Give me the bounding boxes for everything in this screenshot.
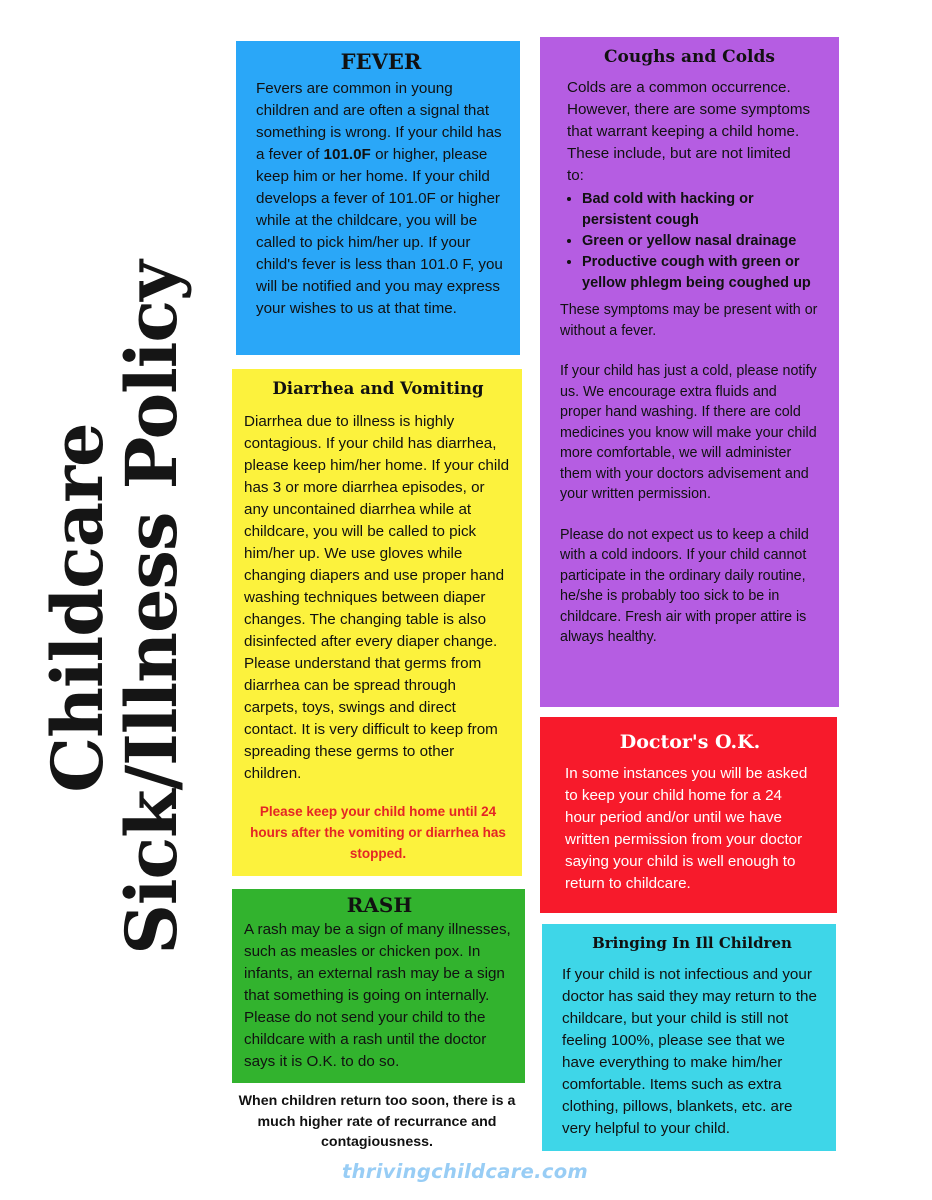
doctor-ok-section: [540, 717, 837, 913]
bringing-ill-children-section: [542, 924, 836, 1151]
coughs-colds-section: [540, 37, 839, 707]
rash-heading: RASH: [346, 893, 413, 917]
diarrhea-heading: Diarrhea and Vomiting: [272, 379, 484, 398]
coughs-paragraph-1: These symptoms may be present with or without a fever.: [560, 302, 818, 339]
fever-text-before: Fevers are common in young children and are often a signal that something is wrong. If your child has a fever of: [256, 80, 502, 163]
symptom-item: • Productive cough with green or yellow phlegm being coughed up: [582, 252, 819, 294]
symptom-item: • Bad cold with hacking or persistent cough: [582, 189, 819, 231]
bringing-text: If your child is not infectious and your doctor has said they may return to the childcare, but your child is still not feeling 100%, please see that we have everything to make him/her comfortable. Items such as extra clothing, pillows, blankets, etc. are very helpful to your child.: [562, 966, 817, 1137]
fever-text-after: or higher, please keep him or her home. If your child develops a fever of 101.0F or higher while at the childcare, you will be called to pick him/her up. If your child's fever is less than 101.0 F, you will be notified and you may express your wishes to us at that time.: [256, 146, 503, 317]
fever-text-bold: 101.0F: [323, 146, 371, 163]
fever-text: [256, 78, 506, 320]
coughs-paragraph-2: If your child has just a cold, please notify us. We encourage extra fluids and proper hand washing. If there are cold medicines you know will make your child more comfortable, we will administer them with your doctors advisement and your written permission.: [560, 363, 817, 502]
diarrhea-text: Diarrhea due to illness is highly contagious. If your child has diarrhea, please keep him/her home. If your child has 3 or more diarrhea episodes, or any uncontained diarrhea while at childcare, you will be called to pick him/her up. We use gloves while changing diapers and use proper hand washing techniques between diaper changes. The changing table is also disinfected after every diaper change. Please understand that germs from diarrhea can be spread through carpets, toys, swings and direct contact. It is very difficult to keep from spreading these germs to other children.: [244, 413, 510, 782]
rash-section: [232, 889, 525, 1083]
page-title: [30, 220, 200, 995]
coughs-paragraph-3: Please do not expect us to keep a child with a cold indoors. If your child cannot participate in the ordinary daily routine, he/she is probably too sick to be in childcare. Fresh air with proper attire is always healthy.: [560, 526, 809, 645]
coughs-intro: Colds are a common occurrence. However, there are some symptoms that warrant keeping a child home. These include, but are not limited to:: [567, 79, 811, 184]
rash-text: A rash may be a sign of many illnesses, such as measles or chicken pox. In infants, an external rash may be a sign that something is going on internally. Please do not send your child to the childcare with a rash until the doctor says it is O.K. to do so.: [244, 921, 511, 1070]
diarrhea-vomiting-section: [232, 369, 522, 876]
coughs-heading: Coughs and Colds: [604, 47, 775, 67]
doctor-heading: Doctor's O.K.: [619, 731, 761, 753]
page-title-line-1: Childcare: [36, 422, 119, 793]
page-title-line-2: Sick/Illness Policy: [110, 260, 193, 955]
fever-section: [236, 41, 520, 355]
return-note: When children return too soon, there is a much higher rate of recurrance and contagiousness.: [238, 1093, 516, 1150]
doctor-text: In some instances you will be asked to keep your child home for a 24 hour period and/or until we have written permission from your doctor saying your child is well enough to return to childcare.: [565, 765, 808, 892]
diarrhea-warning: Please keep your child home until 24 hours after the vomiting or diarrhea has stopped.: [250, 804, 506, 861]
website-footer: thrivingchildcare.com: [341, 1160, 589, 1183]
bringing-heading: Bringing In Ill Children: [592, 934, 792, 952]
symptom-item: • Green or yellow nasal drainage: [582, 231, 819, 252]
symptom-list: [560, 189, 819, 294]
fever-heading: FEVER: [340, 49, 422, 74]
